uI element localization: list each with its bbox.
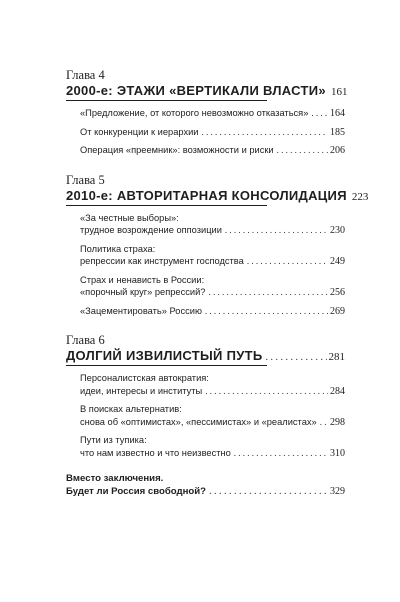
dot-leader — [234, 447, 328, 460]
chapter-title: ДОЛГИЙ ИЗВИЛИСТЫЙ ПУТЬ — [66, 348, 263, 363]
chapter-title-row — [66, 83, 348, 98]
section-title: «Предложение, от которого невозможно отказаться» — [80, 108, 309, 118]
chapter-6 — [66, 333, 345, 460]
section-list — [66, 372, 345, 460]
chapter-title-row — [66, 187, 369, 203]
page-number: 249 — [330, 256, 345, 267]
section-entry — [80, 107, 345, 121]
page-number: 185 — [330, 126, 345, 138]
page-number: 329 — [330, 486, 345, 497]
section-title-line: Политика страха: — [80, 243, 156, 254]
dot-leader — [320, 416, 328, 429]
section-entry — [80, 434, 345, 460]
page-number: 206 — [330, 145, 345, 156]
chapter-label: Глава 5 — [66, 172, 105, 187]
section-entry — [80, 372, 345, 398]
section-entry — [80, 403, 345, 429]
section-title-line: снова об «оптимистах», «пессимистах» и «реалистах» — [80, 416, 317, 427]
section-title-line: «порочный круг» репрессий? — [80, 287, 206, 297]
section-title-line: Пути из тупика: — [80, 435, 147, 445]
dot-leader — [225, 224, 328, 237]
chapter-title: 2010-е: АВТОРИТАРНАЯ КОНСОЛИДАЦИЯ — [66, 187, 347, 203]
page-number: 256 — [330, 287, 345, 298]
section-title-line: В поисках альтернатив: — [80, 404, 182, 414]
dot-leader — [311, 107, 328, 120]
section-title-line: репрессии как инструмент господства — [80, 256, 244, 266]
section-list — [66, 107, 345, 158]
chapter-label: Глава 6 — [66, 333, 105, 347]
page-number: 230 — [330, 225, 345, 236]
table-of-contents — [66, 68, 369, 498]
section-title-line: идеи, интересы и институты — [80, 385, 203, 396]
dot-leader — [209, 485, 328, 498]
section-title-line: «За честные выборы»: — [80, 212, 179, 223]
title-underline — [66, 205, 267, 206]
section-entry — [80, 126, 345, 140]
title-underline — [66, 365, 267, 366]
dot-leader — [208, 286, 328, 299]
section-title-line: Персоналистская автократия: — [80, 373, 209, 383]
conclusion-title-line: Будет ли Россия свободной? — [66, 486, 207, 497]
section-title: «Зацементировать» Россию — [80, 305, 202, 316]
dot-leader — [247, 255, 328, 268]
dot-leader — [277, 144, 328, 157]
section-entry — [80, 144, 345, 158]
page-number: 298 — [330, 416, 345, 428]
chapter-label: Глава 4 — [66, 68, 105, 82]
dot-leader — [266, 352, 327, 363]
page-number: 281 — [328, 351, 345, 363]
section-entry — [80, 274, 345, 300]
chapter-4 — [66, 68, 348, 158]
section-title: От конкуренции к иерархии — [80, 126, 199, 137]
page-number: 269 — [330, 305, 345, 317]
section-entry — [80, 243, 345, 269]
title-underline — [66, 100, 267, 101]
page-number: 310 — [330, 447, 345, 459]
dot-leader — [202, 126, 329, 139]
page-number: 223 — [351, 190, 369, 203]
section-title-line: трудное возрождение оппозиции — [80, 225, 222, 235]
section-title: Операция «преемник»: возможности и риски — [80, 145, 274, 155]
chapter-5 — [66, 172, 369, 319]
section-title-line: что нам известно и что неизвестно — [80, 447, 231, 458]
page-number: 284 — [330, 385, 345, 397]
dot-leader — [205, 305, 328, 318]
conclusion-entry — [66, 472, 345, 498]
dot-leader — [205, 385, 328, 398]
conclusion-title-line: Вместо заключения. — [66, 473, 164, 484]
section-entry — [80, 212, 345, 238]
section-entry — [80, 305, 345, 319]
chapter-title-row — [66, 348, 345, 363]
chapter-title: 2000-е: ЭТАЖИ «ВЕРТИКАЛИ ВЛАСТИ» — [66, 83, 326, 98]
page-number: 164 — [330, 108, 345, 119]
section-list — [66, 212, 345, 319]
page-number: 161 — [330, 86, 348, 98]
section-title-line: Страх и ненависть в России: — [80, 274, 205, 285]
